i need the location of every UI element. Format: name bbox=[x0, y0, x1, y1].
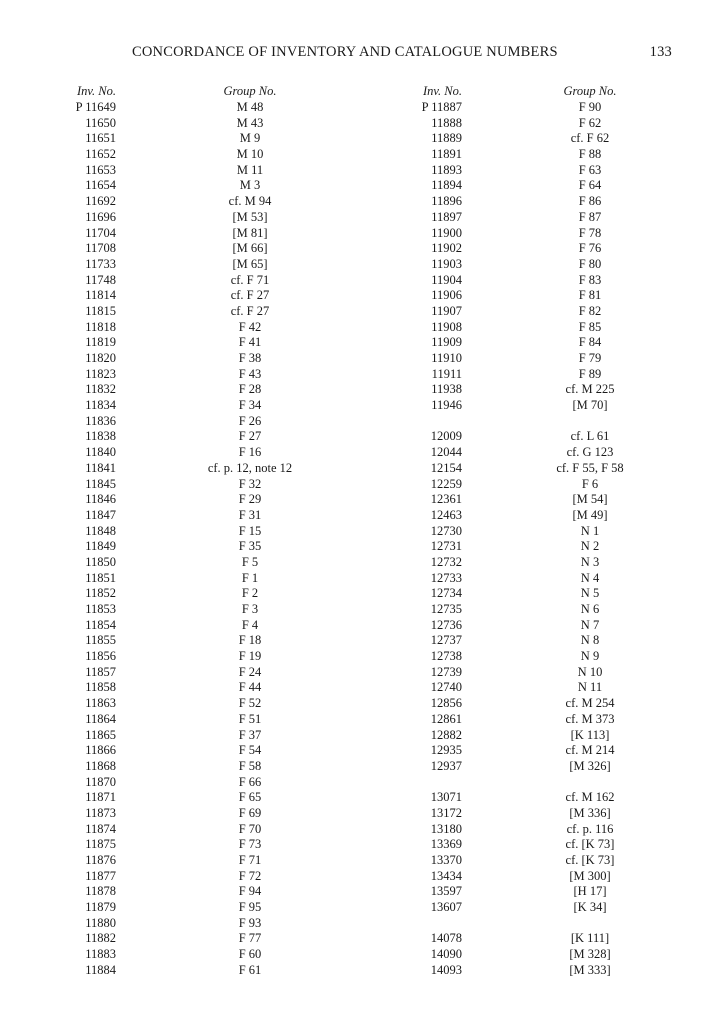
group-number: F 32 bbox=[238, 476, 262, 491]
group-number: F 34 bbox=[238, 398, 262, 413]
group-number: N 10 bbox=[577, 664, 603, 679]
inventory-number: 11903 bbox=[431, 256, 462, 271]
group-number: [M 53] bbox=[232, 209, 268, 224]
inventory-number: 11891 bbox=[431, 147, 462, 162]
inventory-number: 12737 bbox=[430, 633, 462, 648]
inventory-number: 11864 bbox=[85, 711, 116, 726]
inventory-number: 13607 bbox=[430, 900, 462, 915]
inventory-number: 11832 bbox=[85, 382, 116, 397]
left-inventory-list bbox=[50, 100, 116, 979]
group-number: [K 111] bbox=[570, 931, 610, 946]
inventory-number: 11748 bbox=[85, 272, 116, 287]
group-number: N 11 bbox=[577, 680, 603, 695]
inventory-number: 11841 bbox=[85, 460, 116, 475]
group-number: cf. M 214 bbox=[565, 743, 615, 758]
inventory-number: 11814 bbox=[85, 288, 116, 303]
inventory-number bbox=[396, 775, 462, 791]
group-number: F 69 bbox=[238, 805, 262, 820]
inventory-number: 11868 bbox=[85, 758, 116, 773]
group-number: F 76 bbox=[578, 241, 602, 256]
inventory-number: 11852 bbox=[85, 586, 116, 601]
group-number: F 95 bbox=[238, 900, 262, 915]
inventory-number: 11692 bbox=[85, 194, 116, 209]
right-group-column bbox=[535, 82, 645, 979]
inventory-number-heading: Inv. No. bbox=[77, 84, 116, 98]
inventory-number bbox=[396, 916, 462, 932]
inventory-number: 11884 bbox=[85, 962, 116, 977]
group-number: [M 49] bbox=[572, 507, 608, 522]
group-number: cf. M 162 bbox=[565, 790, 615, 805]
inventory-number: 11854 bbox=[85, 617, 116, 632]
group-number: F 15 bbox=[238, 523, 262, 538]
inventory-number: 11857 bbox=[85, 664, 116, 679]
inventory-number: 11834 bbox=[85, 398, 116, 413]
inventory-number: 11818 bbox=[85, 319, 116, 334]
inventory-number: 11815 bbox=[85, 303, 116, 318]
inventory-number: 13180 bbox=[430, 821, 462, 836]
inventory-number: 12882 bbox=[430, 727, 462, 742]
inventory-number: 11708 bbox=[85, 241, 116, 256]
group-number: F 77 bbox=[238, 931, 262, 946]
inventory-number: 11823 bbox=[85, 366, 116, 381]
inventory-number: 11911 bbox=[431, 366, 462, 381]
group-number: [M 66] bbox=[232, 241, 268, 256]
inventory-number: 12736 bbox=[430, 617, 462, 632]
inventory-number: 12731 bbox=[430, 539, 462, 554]
inventory-number: 12361 bbox=[430, 492, 462, 507]
inventory-number-heading: Inv. No. bbox=[423, 84, 462, 98]
inventory-number: 11871 bbox=[85, 790, 116, 805]
inventory-number: 11896 bbox=[431, 194, 462, 209]
inventory-number: 13172 bbox=[430, 805, 462, 820]
inventory-number: 11870 bbox=[85, 774, 116, 789]
inventory-number: 11704 bbox=[85, 225, 116, 240]
group-number: F 78 bbox=[578, 225, 602, 240]
inventory-number: 11819 bbox=[85, 335, 116, 350]
group-number: M 11 bbox=[236, 162, 264, 177]
inventory-number: 11879 bbox=[85, 900, 116, 915]
inventory-number bbox=[396, 414, 462, 430]
group-number: F 31 bbox=[238, 507, 262, 522]
group-number: F 35 bbox=[238, 539, 262, 554]
group-number: F 6 bbox=[581, 476, 599, 491]
group-number bbox=[535, 775, 645, 791]
group-number: cf. [K 73] bbox=[565, 853, 615, 867]
group-number: F 70 bbox=[238, 821, 262, 836]
group-number: M 3 bbox=[239, 178, 261, 193]
inventory-number: 11902 bbox=[431, 241, 462, 256]
inventory-number: 12740 bbox=[430, 680, 462, 695]
group-number: F 54 bbox=[238, 743, 262, 758]
inventory-number: 12259 bbox=[430, 476, 462, 491]
inventory-number: 14090 bbox=[430, 947, 462, 962]
group-number: cf. p. 116 bbox=[566, 821, 614, 836]
group-number: cf. M 373 bbox=[565, 711, 615, 726]
inventory-number: 12463 bbox=[430, 507, 462, 522]
inventory-number: 11873 bbox=[85, 805, 116, 820]
group-number: F 5 bbox=[241, 554, 259, 569]
inventory-number: 11853 bbox=[85, 602, 116, 616]
inventory-number: 12937 bbox=[430, 758, 462, 773]
group-number: F 29 bbox=[238, 492, 262, 507]
group-number: [M 333] bbox=[569, 962, 611, 977]
inventory-number: 12154 bbox=[430, 460, 462, 475]
left-inventory-column bbox=[50, 82, 116, 979]
inventory-number: 12735 bbox=[430, 602, 462, 616]
group-number: N 5 bbox=[580, 586, 600, 601]
inventory-number: 11910 bbox=[431, 351, 462, 365]
inventory-number: 11848 bbox=[85, 523, 116, 538]
group-number: F 82 bbox=[578, 303, 602, 318]
inventory-number: 12044 bbox=[430, 445, 462, 460]
left-group-column bbox=[190, 82, 310, 979]
inventory-number: 11882 bbox=[85, 931, 116, 946]
group-number: F 85 bbox=[578, 319, 602, 334]
inventory-number: 11878 bbox=[85, 884, 116, 899]
group-number: cf. M 94 bbox=[228, 194, 272, 209]
group-number: F 83 bbox=[578, 272, 602, 287]
group-number bbox=[535, 414, 645, 430]
inventory-number: 11883 bbox=[85, 947, 116, 962]
inventory-number: 11849 bbox=[85, 539, 116, 554]
inventory-number: 13071 bbox=[430, 790, 462, 805]
inventory-number: 11880 bbox=[85, 915, 116, 930]
group-number: F 41 bbox=[238, 335, 262, 350]
group-number: F 62 bbox=[578, 115, 602, 130]
page-title: CONCORDANCE OF INVENTORY AND CATALOGUE NUMBERS bbox=[132, 44, 558, 60]
inventory-number: 13370 bbox=[430, 853, 462, 867]
group-number: F 2 bbox=[241, 586, 259, 601]
group-number: F 58 bbox=[238, 758, 262, 773]
inventory-number: 11893 bbox=[431, 162, 462, 177]
left-group-list bbox=[190, 100, 310, 979]
group-number: N 4 bbox=[580, 570, 600, 585]
inventory-number: 11858 bbox=[85, 680, 116, 695]
group-number: F 18 bbox=[238, 633, 262, 648]
group-number: M 9 bbox=[239, 131, 261, 146]
group-number: F 87 bbox=[578, 209, 602, 224]
group-number: F 72 bbox=[238, 868, 262, 883]
inventory-number: 13597 bbox=[430, 884, 462, 899]
inventory-number: 11845 bbox=[85, 476, 116, 491]
group-number: cf. M 225 bbox=[565, 382, 615, 397]
inventory-number: 12733 bbox=[430, 570, 462, 585]
group-number: F 19 bbox=[238, 649, 262, 664]
group-number: F 89 bbox=[578, 366, 602, 381]
inventory-number: 11651 bbox=[85, 131, 116, 146]
inventory-number: P 11887 bbox=[421, 100, 462, 114]
inventory-number: 11836 bbox=[85, 413, 116, 428]
inventory-number: 11946 bbox=[431, 398, 462, 413]
inventory-number: 11907 bbox=[431, 303, 462, 318]
group-number: F 3 bbox=[241, 602, 259, 616]
inventory-number: 11897 bbox=[431, 209, 462, 224]
group-number: [M 81] bbox=[232, 225, 268, 240]
inventory-number: 12732 bbox=[430, 554, 462, 569]
inventory-number: 11838 bbox=[85, 429, 116, 444]
inventory-number: 11846 bbox=[85, 492, 116, 507]
inventory-number: 11820 bbox=[85, 351, 116, 365]
inventory-number: 11856 bbox=[85, 649, 116, 664]
group-number: F 64 bbox=[578, 178, 602, 193]
group-number: F 66 bbox=[238, 774, 262, 789]
right-inventory-list bbox=[396, 100, 462, 979]
group-number: F 81 bbox=[578, 288, 602, 303]
group-number: F 24 bbox=[238, 664, 262, 679]
inventory-number: 11851 bbox=[85, 570, 116, 585]
inventory-number: 12739 bbox=[430, 664, 462, 679]
inventory-number: 11652 bbox=[85, 147, 116, 162]
group-number: F 28 bbox=[238, 382, 262, 397]
inventory-number: 11900 bbox=[431, 225, 462, 240]
group-number: F 79 bbox=[578, 351, 602, 365]
group-number: F 73 bbox=[238, 837, 262, 852]
inventory-number: 11865 bbox=[85, 727, 116, 742]
inventory-number: 13434 bbox=[430, 868, 462, 883]
inventory-number: 11908 bbox=[431, 319, 462, 334]
group-number: N 7 bbox=[580, 617, 600, 632]
group-number: cf. M 254 bbox=[565, 696, 615, 711]
inventory-number: 11850 bbox=[85, 554, 116, 569]
group-number: F 37 bbox=[238, 727, 262, 742]
group-number: F 43 bbox=[238, 366, 262, 381]
group-number: [K 113] bbox=[570, 727, 610, 742]
group-number: F 44 bbox=[238, 680, 262, 695]
group-number: [M 336] bbox=[569, 805, 611, 820]
right-inventory-column bbox=[396, 82, 462, 979]
inventory-number: 11696 bbox=[85, 209, 116, 224]
group-number: N 8 bbox=[580, 633, 600, 648]
inventory-number: 11650 bbox=[85, 115, 116, 130]
inventory-number: 11733 bbox=[85, 256, 116, 271]
group-number: F 60 bbox=[238, 947, 262, 962]
group-number: F 42 bbox=[238, 319, 262, 334]
group-number: [M 65] bbox=[232, 256, 268, 271]
inventory-number: 11863 bbox=[85, 696, 116, 711]
group-number: F 80 bbox=[578, 256, 602, 271]
group-number: F 65 bbox=[238, 790, 262, 805]
group-number: F 61 bbox=[238, 962, 262, 977]
group-number: cf. p. 12, note 12 bbox=[207, 460, 293, 475]
group-number: cf. F 71 bbox=[230, 272, 270, 287]
inventory-number: 12935 bbox=[430, 743, 462, 758]
group-number: N 3 bbox=[580, 554, 600, 569]
group-number: cf. F 55, F 58 bbox=[556, 460, 624, 475]
inventory-number: 11894 bbox=[431, 178, 462, 193]
inventory-number: 12738 bbox=[430, 649, 462, 664]
page-header bbox=[132, 44, 672, 64]
inventory-number: 11654 bbox=[85, 178, 116, 193]
group-number: N 1 bbox=[580, 523, 600, 538]
inventory-number: 12730 bbox=[430, 523, 462, 538]
page-number: 133 bbox=[649, 44, 672, 60]
group-number: M 48 bbox=[236, 100, 264, 114]
group-number: F 38 bbox=[238, 351, 262, 365]
group-number: F 84 bbox=[578, 335, 602, 350]
inventory-number: 11877 bbox=[85, 868, 116, 883]
group-number: [H 17] bbox=[573, 884, 607, 899]
group-number: F 63 bbox=[578, 162, 602, 177]
group-number: F 26 bbox=[238, 413, 262, 428]
group-number: [K 34] bbox=[573, 900, 607, 915]
inventory-number: 11889 bbox=[431, 131, 462, 146]
group-number: cf. F 62 bbox=[570, 131, 610, 146]
group-number: [M 300] bbox=[569, 868, 611, 883]
group-number: F 52 bbox=[238, 696, 262, 711]
inventory-number: 11888 bbox=[431, 115, 462, 130]
inventory-number: 11874 bbox=[85, 821, 116, 836]
group-number-heading: Group No. bbox=[223, 84, 277, 98]
group-number: cf. F 27 bbox=[230, 303, 270, 318]
group-number: cf. F 27 bbox=[230, 288, 270, 303]
group-number: [M 328] bbox=[569, 947, 611, 962]
inventory-number: 11866 bbox=[85, 743, 116, 758]
inventory-number: 11876 bbox=[85, 853, 116, 867]
group-number: cf. L 61 bbox=[570, 429, 610, 444]
group-number: N 6 bbox=[580, 602, 600, 616]
group-number: [M 326] bbox=[569, 758, 611, 773]
inventory-number: 11938 bbox=[431, 382, 462, 397]
inventory-number: 11909 bbox=[431, 335, 462, 350]
group-number: cf. [K 73] bbox=[565, 837, 615, 852]
group-number-heading: Group No. bbox=[563, 84, 617, 98]
inventory-number: 14078 bbox=[430, 931, 462, 946]
group-number: F 94 bbox=[238, 884, 262, 899]
inventory-number: P 11649 bbox=[75, 100, 116, 114]
inventory-number: 12734 bbox=[430, 586, 462, 601]
group-number: cf. G 123 bbox=[566, 445, 614, 460]
group-number: M 10 bbox=[236, 147, 264, 162]
inventory-number: 11904 bbox=[431, 272, 462, 287]
group-number: [M 70] bbox=[572, 398, 608, 413]
group-number: N 9 bbox=[580, 649, 600, 664]
inventory-number: 11855 bbox=[85, 633, 116, 648]
group-number: F 86 bbox=[578, 194, 602, 209]
group-number: F 1 bbox=[241, 570, 259, 585]
group-number bbox=[535, 916, 645, 932]
group-number: [M 54] bbox=[572, 492, 608, 507]
inventory-number: 12009 bbox=[430, 429, 462, 444]
inventory-number: 11906 bbox=[431, 288, 462, 303]
group-number: N 2 bbox=[580, 539, 600, 554]
group-number: M 43 bbox=[236, 115, 264, 130]
inventory-number: 11875 bbox=[85, 837, 116, 852]
inventory-number: 14093 bbox=[430, 962, 462, 977]
right-group-list bbox=[535, 100, 645, 979]
group-number: F 51 bbox=[238, 711, 262, 726]
inventory-number: 11653 bbox=[85, 162, 116, 177]
inventory-number: 11840 bbox=[85, 445, 116, 460]
group-number: F 16 bbox=[238, 445, 262, 460]
inventory-number: 12861 bbox=[430, 711, 462, 726]
group-number: F 71 bbox=[238, 853, 262, 867]
group-number: F 27 bbox=[238, 429, 262, 444]
group-number: F 93 bbox=[238, 915, 262, 930]
group-number: F 88 bbox=[578, 147, 602, 162]
group-number: F 4 bbox=[241, 617, 259, 632]
inventory-number: 12856 bbox=[430, 696, 462, 711]
group-number: F 90 bbox=[578, 100, 602, 114]
inventory-number: 13369 bbox=[430, 837, 462, 852]
inventory-number: 11847 bbox=[85, 507, 116, 522]
